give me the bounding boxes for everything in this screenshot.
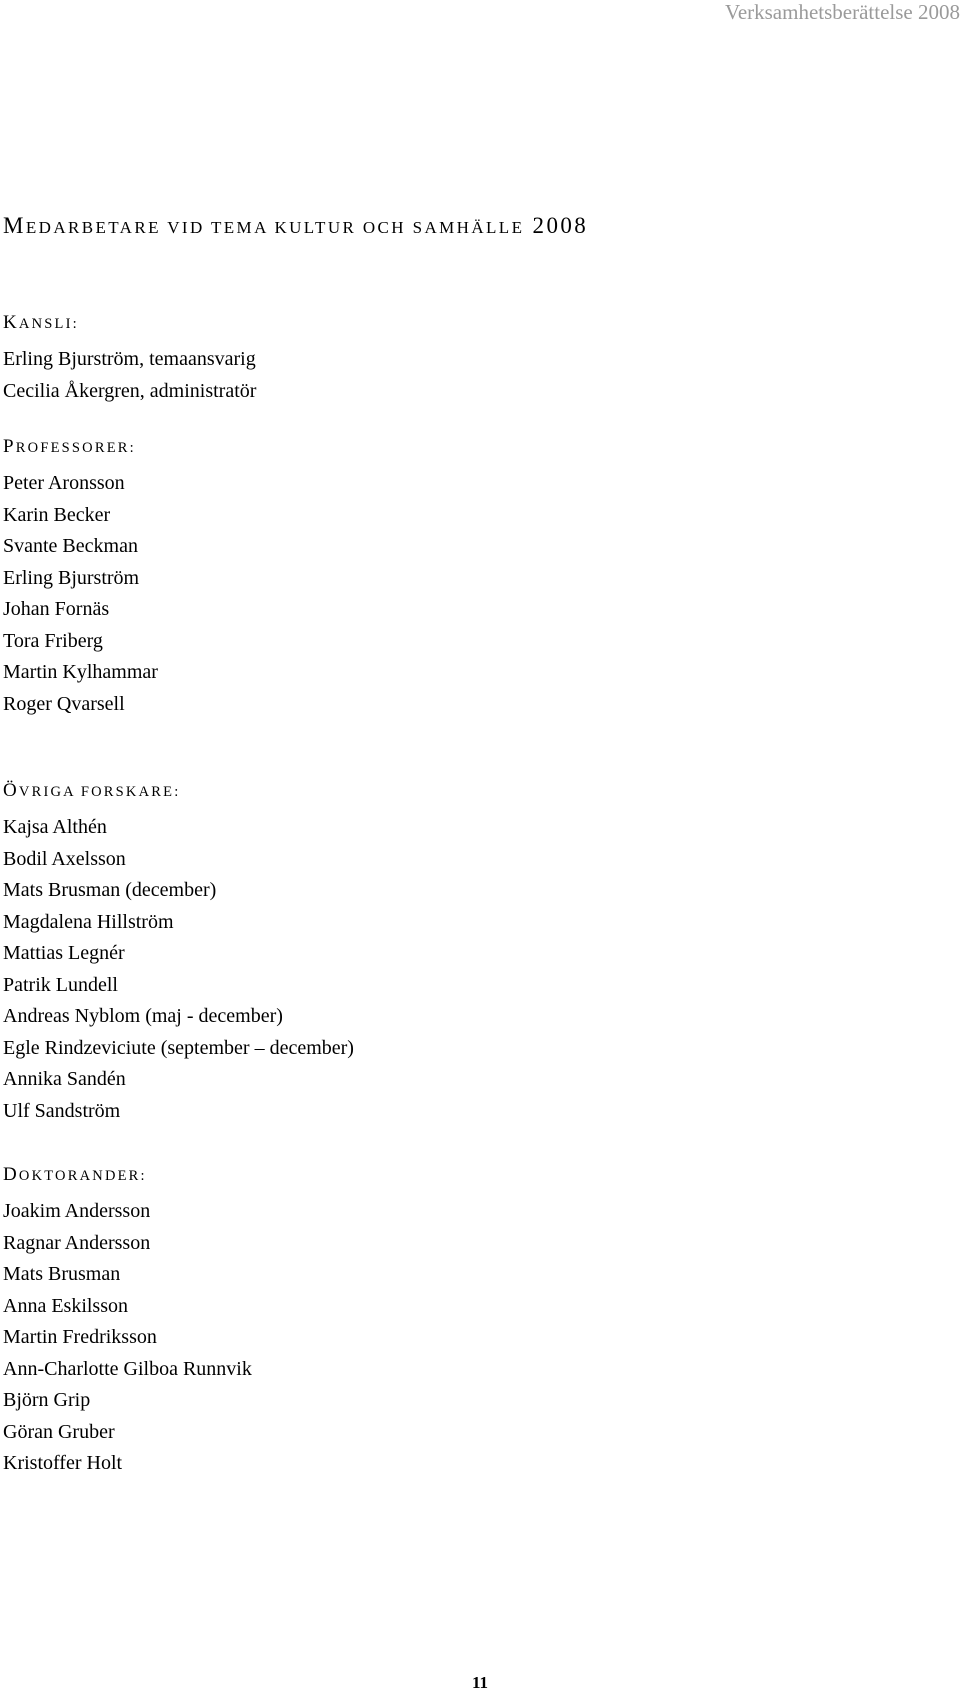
list-item: Göran Gruber — [3, 1420, 115, 1443]
list-item: Kajsa Althén — [3, 816, 107, 838]
list-item: Bodil Axelsson — [3, 847, 126, 870]
list-item: Peter Aronsson — [3, 472, 125, 494]
page-title-rest: EDARBETARE VID TEMA KULTUR OCH SAMHÄLLE — [25, 218, 525, 237]
list-item: Karin Becker — [3, 503, 111, 526]
section-heading-initial: K — [3, 312, 19, 333]
list-item: Erling Bjurström, temaansvarig — [3, 348, 256, 370]
list-item: Joakim Andersson — [3, 1200, 151, 1222]
list-item: Mats Brusman — [3, 1263, 121, 1285]
section-heading-rest: ROFESSORER: — [15, 440, 136, 456]
list-item: Martin Fredriksson — [3, 1326, 157, 1348]
list-item: Anna Eskilsson — [3, 1294, 128, 1317]
list-item: Erling Bjurström — [3, 566, 140, 589]
list-item: Andreas Nyblom (maj - december) — [3, 1005, 283, 1027]
list-item: Svante Beckman — [3, 535, 138, 557]
list-item: Annika Sandén — [3, 1068, 126, 1090]
section-heading-rest: OKTORANDER: — [18, 1168, 147, 1184]
list-item: Cecilia Åkergren, administratör — [3, 379, 257, 402]
list-item: Björn Grip — [3, 1389, 91, 1411]
section-heading-rest: ANSLI: — [18, 316, 79, 332]
list-item: Johan Fornäs — [3, 598, 110, 620]
list-item: Mats Brusman (december) — [3, 879, 217, 901]
section-heading-rest: VRIGA FORSKARE: — [18, 784, 181, 800]
section-heading-initial: Ö — [3, 780, 19, 801]
running-header: Verksamhetsberättelse 2008 — [724, 0, 960, 24]
list-item: Martin Kylhammar — [3, 661, 158, 683]
section-heading-initial: D — [3, 1164, 19, 1185]
name-list-kansli — [3, 344, 256, 407]
section-heading-doktorander — [3, 1160, 252, 1190]
list-item: Ann-Charlotte Gilboa Runnvik — [3, 1357, 252, 1380]
section-heading-professorer — [3, 432, 158, 462]
section-kansli — [3, 308, 256, 407]
page-title-initial: M — [3, 213, 26, 238]
list-item: Ragnar Andersson — [3, 1231, 151, 1254]
section-heading-initial: P — [3, 436, 16, 457]
list-item: Mattias Legnér — [3, 942, 125, 964]
name-list-ovriga-forskare — [3, 812, 354, 1127]
list-item: Roger Qvarsell — [3, 692, 125, 715]
list-item: Patrik Lundell — [3, 973, 118, 996]
section-doktorander — [3, 1160, 252, 1480]
name-list-professorer — [3, 468, 158, 720]
section-heading-ovriga-forskare — [3, 776, 354, 806]
name-list-doktorander — [3, 1196, 252, 1480]
page-number: 11 — [471, 1673, 489, 1692]
list-item: Magdalena Hillström — [3, 910, 174, 933]
list-item: Kristoffer Holt — [3, 1452, 123, 1474]
list-item: Tora Friberg — [3, 629, 103, 652]
section-professorer — [3, 432, 158, 720]
page-title-year: 2008 — [532, 213, 589, 238]
list-item: Ulf Sandström — [3, 1099, 121, 1122]
list-item: Egle Rindzeviciute (september – december) — [3, 1036, 354, 1059]
page-title — [3, 211, 588, 243]
section-ovriga-forskare — [3, 776, 354, 1127]
section-heading-kansli — [3, 308, 256, 338]
